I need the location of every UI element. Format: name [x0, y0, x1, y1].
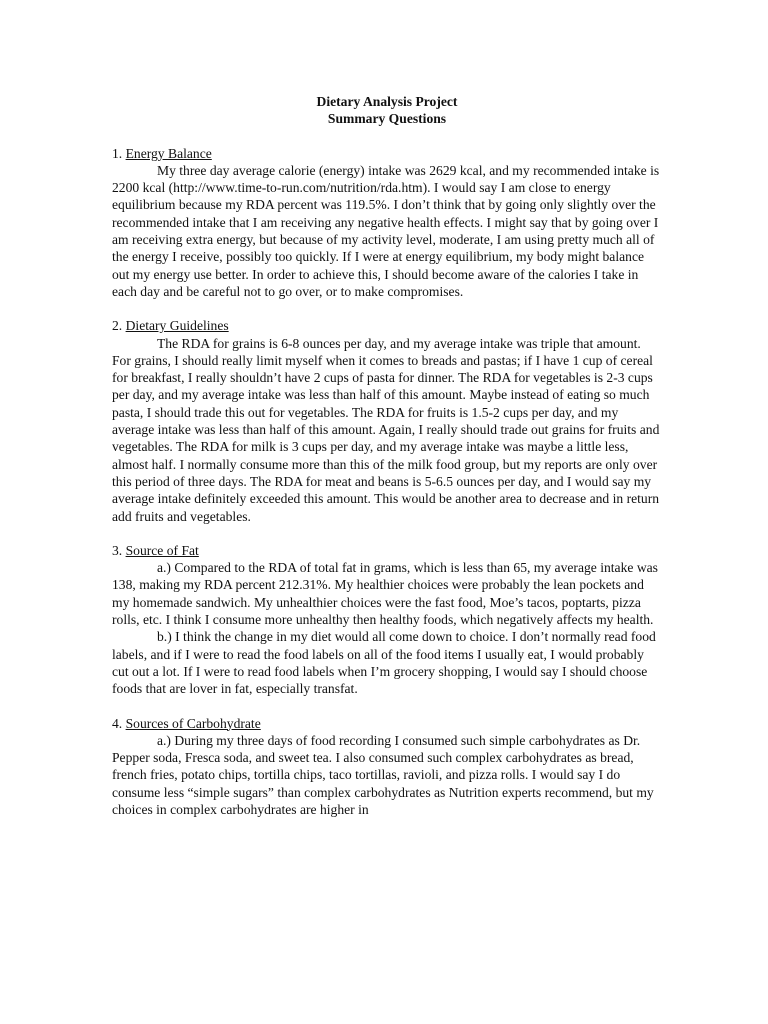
- section-heading: [112, 715, 662, 732]
- document-title: Dietary Analysis Project: [316, 94, 458, 109]
- section-title: Source of Fat: [125, 542, 199, 558]
- section-energy-balance: [112, 145, 662, 301]
- section-paragraph: The RDA for grains is 6-8 ounces per day, and my average intake was triple that amount. For grains, I should really limit myself when it comes to breads and pastas; if I have 1 cup of cereal for breakfast, I really shouldn’t have 2 cups of pasta for dinner. The RDA for vegetables is 2-3 cups per day, and my average intake was less than half of this amount. Maybe instead of eating so much pasta, I should trade this out for vegetables. The RDA for fruits is 1.5-2 cups per day, and my average intake was less than half of this amount. Again, I really should trade out grains for fruits and vegetables. The RDA for milk is 3 cups per day, and my average intake was maybe a little less, almost half. I normally consume more than this of the milk food group, but my reports are only over this period of three days. The RDA for meat and beans is 5-6.5 ounces per day, and I would say my average intake definitely exceeded this amount. This would be another area to decrease and in return add fruits and vegetables.: [112, 335, 660, 524]
- section-dietary-guidelines: [112, 317, 662, 525]
- section-title: Energy Balance: [125, 145, 212, 161]
- section-title: Dietary Guidelines: [125, 318, 229, 334]
- section-heading: [112, 317, 662, 334]
- section-source-of-fat: [112, 542, 662, 698]
- section-number: 3.: [112, 542, 126, 558]
- document-subtitle: Summary Questions: [327, 111, 447, 127]
- document-page: [112, 93, 662, 835]
- section-number: 2.: [112, 318, 126, 334]
- section-heading: [112, 542, 662, 559]
- section-sources-of-carbohydrate: [112, 715, 662, 819]
- section-paragraph: b.) I think the change in my diet would all come down to choice. I don’t normally read food labels, and if I were to read the food labels on all of the food items I usually eat, I would probably cut out a lot. If I were to read food labels when I’m grocery shopping, I would say I should choose foods that are lover in fat, especially transfat.: [112, 629, 656, 697]
- section-number: 4.: [112, 715, 126, 731]
- section-paragraph: My three day average calorie (energy) intake was 2629 kcal, and my recommended intake is 2200 kcal (http://www.time-to-run.com/nutrition/rda.htm). I would say I am close to energy equilibrium because my RDA percent was 119.5%. I don’t think that by going only slightly over the recommended intake that I am receiving any negative health effects. I might say that by going over I am receiving extra energy, but because of my activity level, moderate, I am using pretty much all of the energy I receive, possibly too quickly. If I were at energy equilibrium, my body might balance out my energy use better. In order to achieve this, I should become aware of the calories I take in each day and be careful not to go over, or to make compromises.: [112, 162, 660, 299]
- section-number: 1.: [112, 145, 126, 161]
- section-heading: [112, 145, 662, 162]
- section-paragraph: a.) Compared to the RDA of total fat in grams, which is less than 65, my average intake was 138, making my RDA percent 212.31%. My healthier choices were probably the lean pockets and my homemade sandwich. My unhealthier choices were the fast food, Moe’s tacos, poptarts, pizza rolls, etc. I think I consume more unhealthy then healthy foods, which negatively affects my health.: [112, 560, 658, 628]
- title-block: [112, 93, 662, 128]
- section-title: Sources of Carbohydrate: [125, 715, 261, 731]
- section-paragraph: a.) During my three days of food recording I consumed such simple carbohydrates as Dr. Pepper soda, Fresca soda, and sweet tea. I also consumed such complex carbohydrates as bread, french fries, potato chips, tortilla chips, taco tortillas, ravioli, and pizza rolls. I would say I do consume less “simple sugars” than complex carbohydrates as Nutrition experts recommend, but my choices in complex carbohydrates are higher in: [112, 732, 654, 817]
